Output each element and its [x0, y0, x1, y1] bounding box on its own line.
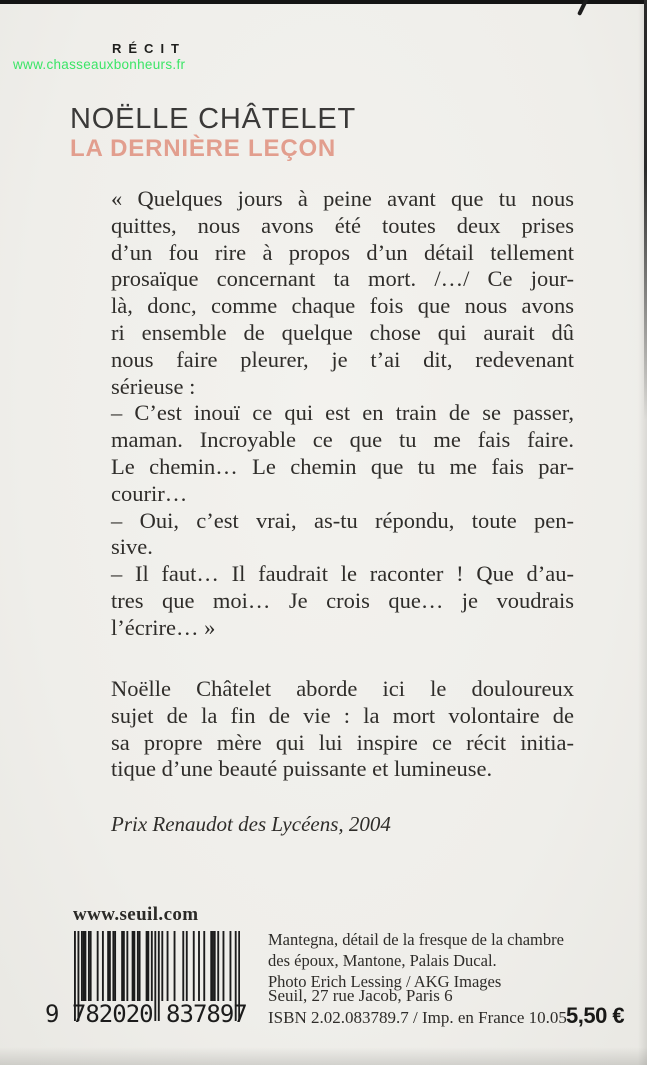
text-line: Mantegna, détail de la fresque de la chambre — [268, 930, 564, 949]
text-line: ISBN 2.02.083789.7 / Imp. en France 10.05 — [268, 1008, 567, 1027]
synopsis — [111, 676, 574, 783]
text-line: l’écrire… » — [111, 614, 216, 640]
text-line: là, donc, comme chaque fois que nous avons — [111, 293, 574, 319]
photo-edge-right-shade — [638, 0, 647, 1065]
text-line: sive. — [111, 534, 153, 560]
photo-edge-bottom — [0, 1047, 647, 1065]
text-line: Photo Erich Lessing / AKG Images — [268, 972, 502, 991]
photo-credits — [268, 929, 568, 992]
text-line: Noëlle Châtelet aborde ici le douloureux — [111, 676, 574, 701]
text-line: sérieuse : — [111, 373, 196, 399]
text-line: sujet de la fin de vie : la mort volontaire de — [111, 702, 574, 728]
photo-edge-top — [0, 0, 647, 4]
text-line: d’un fou rire à propos d’un détail tellement — [111, 239, 574, 265]
text-line: « Quelques jours à peine avant que tu nous — [111, 186, 574, 211]
text-line: nous faire pleurer, je t’ai dit, redevenant — [111, 346, 574, 372]
watermark-url: www.chasseauxbonheurs.fr — [13, 57, 186, 72]
text-line: quittes, nous avons été toutes deux prises — [111, 212, 574, 238]
text-line: Le chemin… Le chemin que tu me fais par- — [111, 453, 574, 479]
text-line: – Oui, c’est vrai, as-tu répondu, toute pen- — [111, 507, 574, 533]
text-line: courir… — [111, 480, 188, 506]
publisher-info — [268, 985, 568, 1029]
author-name: NOËLLE CHÂTELET — [70, 103, 356, 135]
text-line: – C’est inouï ce qui est en train de se passer, — [111, 400, 574, 426]
text-line: maman. Incroyable ce que tu me fais faire. — [111, 427, 574, 453]
text-line: – Il faut… Il faudrait le raconter ! Que d’au- — [111, 561, 574, 587]
text-line: tres que moi… Je crois que… je voudrais — [111, 587, 574, 613]
award-line: Prix Renaudot des Lycéens, 2004 — [111, 812, 391, 836]
price: 5,50 € — [566, 1003, 625, 1028]
text-line: prosaïque concernant ta mort. /…/ Ce jour- — [111, 266, 574, 292]
book-title: LA DERNIÈRE LEÇON — [70, 135, 337, 162]
text-line: Seuil, 27 rue Jacob, Paris 6 — [268, 986, 453, 1005]
text-line: des époux, Mantone, Palais Ducal. — [268, 951, 497, 970]
publisher-website: www.seuil.com — [73, 904, 199, 925]
text-line: ri ensemble de quelque chose qui aurait dû — [111, 319, 574, 345]
barcode-digits: 9 782020 837897 — [45, 1000, 247, 1028]
text-line: sa propre mère qui lui inspire ce récit initia- — [111, 729, 574, 755]
excerpt-quote — [111, 186, 574, 642]
genre-label: RÉCIT — [112, 41, 186, 56]
text-line: tique d’une beauté puissante et lumineuse. — [111, 756, 493, 782]
